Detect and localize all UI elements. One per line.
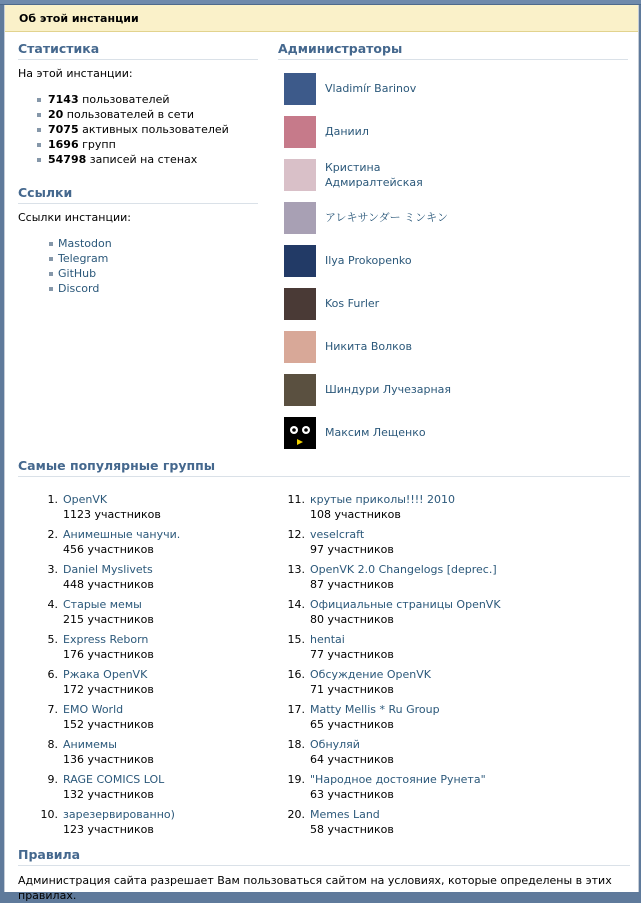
admin-item[interactable] — [278, 110, 628, 153]
group-item — [18, 492, 268, 527]
group-rank: 14. — [287, 598, 305, 611]
group-rank: 10. — [40, 808, 58, 821]
admin-name-link[interactable]: Кристина Адмиралтейская — [325, 160, 423, 189]
admin-item[interactable] — [278, 153, 628, 196]
links-title: Ссылки — [18, 179, 258, 204]
group-item — [265, 702, 515, 737]
group-rank: 6. — [47, 668, 58, 681]
group-name-link[interactable]: Matty Mellis * Ru Group — [310, 703, 440, 716]
group-name-link[interactable]: OpenVK 2.0 Changelogs [deprec.] — [310, 563, 497, 576]
group-name-link[interactable]: Старые мемы — [63, 598, 142, 611]
group-name-link[interactable]: "Народное достояние Рунета" — [310, 773, 486, 786]
stat-item — [48, 152, 258, 167]
admin-item[interactable] — [278, 239, 628, 282]
group-member-count: 1123 участников — [63, 508, 161, 521]
group-member-count: 64 участников — [310, 753, 394, 766]
stats-title: Статистика — [18, 35, 258, 60]
stat-label: пользователей в сети — [63, 108, 195, 121]
stat-value: 7143 — [48, 93, 79, 106]
group-rank: 8. — [47, 738, 58, 751]
group-name-link[interactable]: зарезервированно) — [63, 808, 175, 821]
rules-text: Администрация сайта разрешает Вам пользоваться сайтом на условиях, которые определены в этих правилах. — [18, 874, 612, 902]
group-rank: 19. — [287, 773, 305, 786]
admin-item[interactable] — [278, 411, 628, 454]
avatar[interactable] — [284, 417, 316, 449]
stat-label: записей на стенах — [86, 153, 198, 166]
group-rank: 15. — [287, 633, 305, 646]
group-item — [18, 597, 268, 632]
group-name-link[interactable]: Обнуляй — [310, 738, 360, 751]
admin-name-link[interactable]: Максим Лещенко — [325, 426, 426, 439]
group-item — [265, 632, 515, 667]
group-item — [18, 737, 268, 772]
group-name-link[interactable]: Обсуждение OpenVK — [310, 668, 432, 681]
group-name-link[interactable]: RAGE COMICS LOL — [63, 773, 165, 786]
group-item — [265, 772, 515, 807]
groups-column-right — [265, 492, 515, 842]
stat-item — [48, 92, 258, 107]
group-member-count: 132 участников — [63, 788, 154, 801]
group-member-count: 152 участников — [63, 718, 154, 731]
group-rank: 13. — [287, 563, 305, 576]
group-member-count: 176 участников — [63, 648, 154, 661]
avatar[interactable] — [284, 159, 316, 191]
rules-title: Правила — [18, 841, 630, 866]
group-member-count: 58 участников — [310, 823, 394, 836]
group-rank: 4. — [47, 598, 58, 611]
group-rank: 5. — [47, 633, 58, 646]
group-name-link[interactable]: Официальные страницы OpenVK — [310, 598, 501, 611]
group-name-link[interactable]: Анимешные чанучи. — [63, 528, 181, 541]
right-column — [278, 35, 628, 454]
stats-list — [18, 92, 258, 167]
rules-section — [18, 841, 630, 903]
group-name-link[interactable]: hentai — [310, 633, 345, 646]
group-rank: 1. — [47, 493, 58, 506]
group-member-count: 108 участников — [310, 508, 401, 521]
avatar[interactable] — [284, 331, 316, 363]
group-rank: 18. — [287, 738, 305, 751]
group-member-count: 456 участников — [63, 543, 154, 556]
admin-name-link[interactable]: Никита Волков — [325, 340, 413, 353]
admins-list — [278, 67, 628, 454]
group-name-link[interactable]: крутые приколы!!!! 2010 — [310, 493, 456, 506]
group-item — [18, 772, 268, 807]
group-item — [265, 807, 515, 842]
admin-name-link[interactable]: アレキサンダー ミンキン — [325, 211, 448, 224]
avatar[interactable] — [284, 374, 316, 406]
group-member-count: 136 участников — [63, 753, 154, 766]
group-rank: 17. — [287, 703, 305, 716]
group-name-link[interactable]: Анимемы — [63, 738, 117, 751]
stat-value: 1696 — [48, 138, 79, 151]
admin-item[interactable] — [278, 282, 628, 325]
left-column — [18, 35, 258, 296]
admin-name-link[interactable]: Kos Furler — [325, 297, 380, 310]
group-item — [265, 597, 515, 632]
admin-item[interactable] — [278, 325, 628, 368]
avatar[interactable] — [284, 245, 316, 277]
stat-item — [48, 137, 258, 152]
avatar[interactable] — [284, 288, 316, 320]
group-member-count: 80 участников — [310, 613, 394, 626]
admin-name-link[interactable]: Ilya Prokopenko — [325, 254, 412, 267]
group-name-link[interactable]: Ржака OpenVK — [63, 668, 148, 681]
group-rank: 16. — [287, 668, 305, 681]
link-telegram[interactable]: Telegram — [58, 251, 258, 266]
groups-column-left — [18, 492, 268, 842]
link-discord[interactable]: Discord — [58, 281, 258, 296]
group-item — [18, 702, 268, 737]
stat-value: 7075 — [48, 123, 79, 136]
groups-title: Самые популярные группы — [18, 452, 630, 477]
group-name-link[interactable]: Daniel Myslivets — [63, 563, 153, 576]
group-rank: 2. — [47, 528, 58, 541]
group-rank: 20. — [287, 808, 305, 821]
stat-value: 20 — [48, 108, 64, 121]
stat-value: 54798 — [48, 153, 87, 166]
admin-item[interactable] — [278, 67, 628, 110]
admin-name-link[interactable]: Даниил — [325, 125, 369, 138]
group-name-link[interactable]: Express Reborn — [63, 633, 149, 646]
stat-label: групп — [78, 138, 116, 151]
stats-intro: На этой инстанции: — [18, 67, 133, 80]
group-item — [18, 562, 268, 597]
group-item — [265, 737, 515, 772]
group-item — [265, 527, 515, 562]
group-member-count: 63 участников — [310, 788, 394, 801]
admin-name-link[interactable]: Шиндури Лучезарная — [325, 383, 452, 396]
group-item — [265, 492, 515, 527]
stat-label: пользователей — [78, 93, 170, 106]
group-item — [265, 562, 515, 597]
stat-item — [48, 122, 258, 137]
group-member-count: 172 участников — [63, 683, 154, 696]
group-name-link[interactable]: OpenVK — [63, 493, 108, 506]
group-name-link[interactable]: veselcraft — [310, 528, 365, 541]
avatar[interactable] — [284, 116, 316, 148]
popular-groups-section — [18, 452, 630, 836]
group-member-count: 71 участников — [310, 683, 394, 696]
group-rank: 3. — [47, 563, 58, 576]
group-member-count: 215 участников — [63, 613, 154, 626]
avatar[interactable] — [284, 73, 316, 105]
links-list — [18, 236, 258, 296]
link-mastodon[interactable]: Mastodon — [58, 236, 258, 251]
group-item — [18, 667, 268, 702]
stat-label: активных пользователей — [78, 123, 229, 136]
group-rank: 11. — [287, 493, 305, 506]
group-item — [18, 527, 268, 562]
group-rank: 7. — [47, 703, 58, 716]
link-github[interactable]: GitHub — [58, 266, 258, 281]
group-member-count: 123 участников — [63, 823, 154, 836]
admins-title: Администраторы — [278, 35, 628, 60]
group-item — [18, 632, 268, 667]
group-rank: 9. — [47, 773, 58, 786]
group-member-count: 97 участников — [310, 543, 394, 556]
group-member-count: 77 участников — [310, 648, 394, 661]
group-item — [265, 667, 515, 702]
admin-name-link[interactable]: Vladimír Barinov — [325, 82, 417, 95]
admin-item[interactable] — [278, 196, 628, 239]
about-instance-panel — [4, 5, 639, 902]
page-title: Об этой инстанции — [5, 5, 638, 32]
stat-item — [48, 107, 258, 122]
links-intro: Ссылки инстанции: — [18, 211, 131, 224]
group-member-count: 65 участников — [310, 718, 394, 731]
group-rank: 12. — [287, 528, 305, 541]
group-member-count: 448 участников — [63, 578, 154, 591]
admin-item[interactable] — [278, 368, 628, 411]
group-item — [18, 807, 268, 842]
avatar[interactable] — [284, 202, 316, 234]
group-name-link[interactable]: EMO World — [63, 703, 124, 716]
group-member-count: 87 участников — [310, 578, 394, 591]
group-name-link[interactable]: Memes Land — [310, 808, 380, 821]
